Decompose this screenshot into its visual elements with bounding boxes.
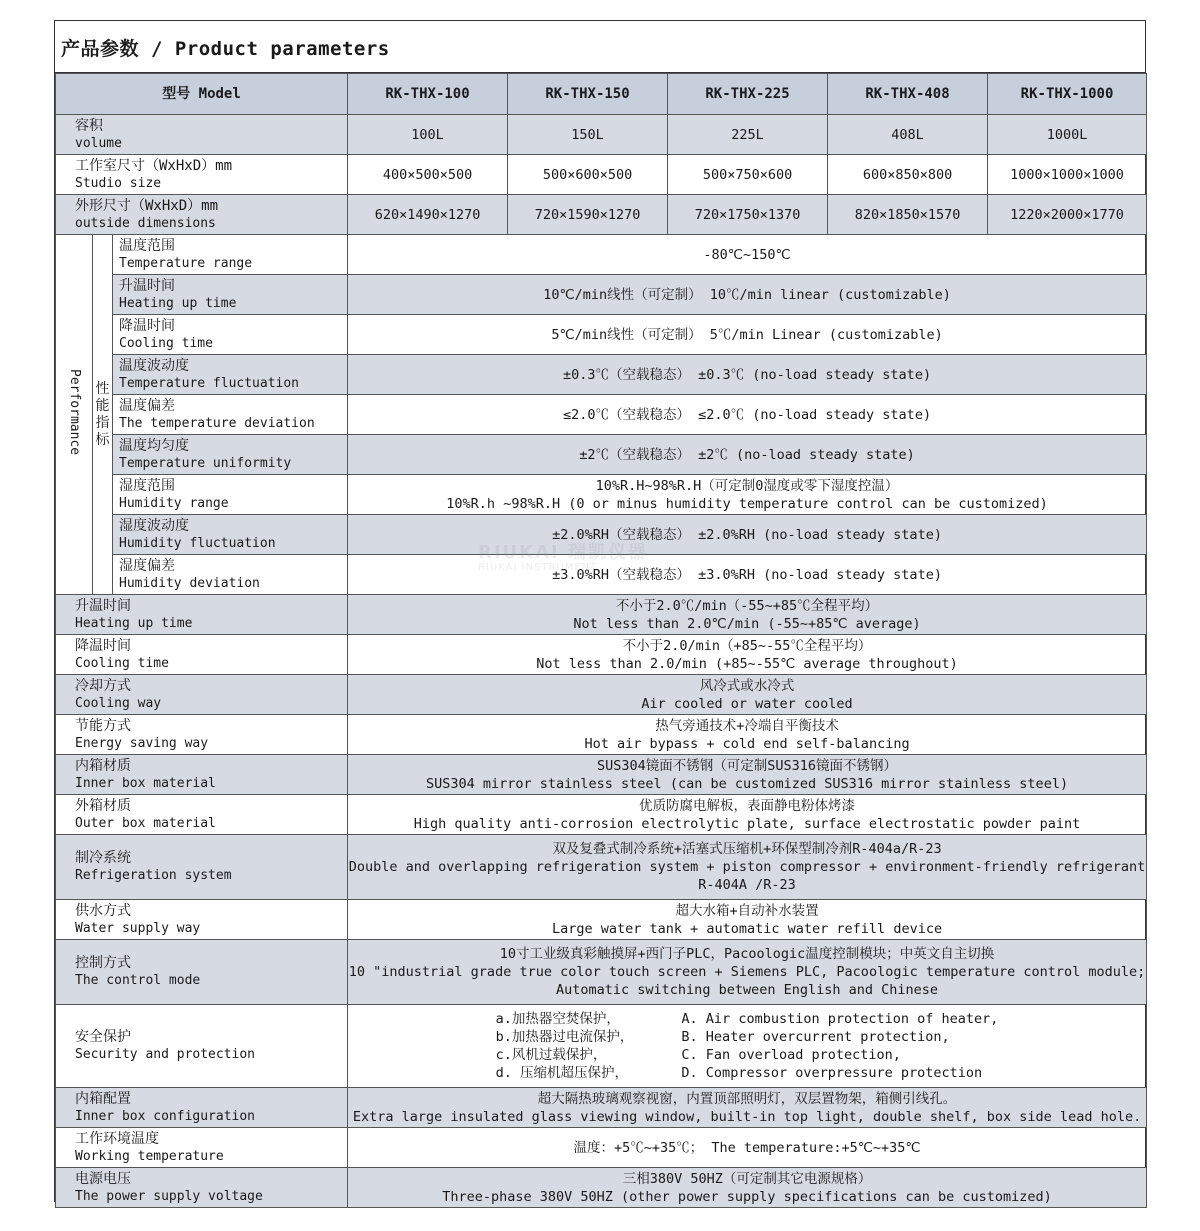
perf-row — [56, 235, 1147, 275]
value-cell: ≤2.0℃（空载稳态） ≤2.0℃ (no-load steady state) — [348, 395, 1147, 435]
value-cell: 1000L — [988, 115, 1147, 155]
perf-row — [56, 355, 1147, 395]
performance-group-label-zh: 性能指标 — [93, 235, 113, 595]
row-label: 内箱配置 Inner box configuration — [56, 1088, 348, 1128]
perf-row — [56, 275, 1147, 315]
value-cell: 双及复叠式制冷系统+活塞式压缩机+环保型制冷剂R-404a/R-23 Double and overlapping refrigeration system + piston compressor + environment-friendly refrigerant R-404A /R-23 — [348, 835, 1147, 900]
spec-row — [56, 1088, 1147, 1128]
spec-row — [56, 795, 1147, 835]
perf-row — [56, 515, 1147, 555]
spec-row — [56, 1128, 1147, 1168]
model-name: RK-THX-100 — [348, 74, 508, 115]
row-label: 冷却方式 Cooling way — [56, 675, 348, 715]
perf-row — [56, 475, 1147, 515]
value-cell: 不小于2.0/min（+85~-55℃全程平均） Not less than 2.0/min (+85~-55℃ average throughout) — [348, 635, 1147, 675]
spec-row — [56, 835, 1147, 900]
value-cell: 500×750×600 — [668, 155, 828, 195]
row-label: 控制方式 The control mode — [56, 940, 348, 1005]
perf-row — [56, 315, 1147, 355]
safety-item: a.加热器空焚保护， — [495, 1011, 620, 1027]
row-label: 湿度范围 Humidity range — [113, 475, 348, 515]
perf-row — [56, 395, 1147, 435]
safety-item: c.风机过载保护， — [495, 1047, 607, 1063]
row-label: 升温时间 Heating up time — [113, 275, 348, 315]
safety-item: d. 压缩机超压保护， — [495, 1065, 629, 1081]
spec-row — [56, 635, 1147, 675]
model-name: RK-THX-150 — [508, 74, 668, 115]
volume-row — [56, 115, 1147, 155]
spec-row — [56, 940, 1147, 1005]
row-label: 降温时间 Cooling time — [113, 315, 348, 355]
model-name: RK-THX-408 — [828, 74, 988, 115]
value-cell: 600×850×800 — [828, 155, 988, 195]
value-cell: 热气旁通技术+冷端自平衡技术 Hot air bypass + cold end self-balancing — [348, 715, 1147, 755]
row-label: 工作室尺寸（WxHxD）mm Studio size — [56, 155, 348, 195]
value-cell: 1220×2000×1770 — [988, 195, 1147, 235]
value-cell: 720×1590×1270 — [508, 195, 668, 235]
safety-item: A. Air combustion protection of heater, — [681, 1011, 999, 1027]
model-name: RK-THX-1000 — [988, 74, 1147, 115]
value-cell: 10%R.H~98%R.H（可定制0湿度或零下湿度控温） 10%R.h ~98%R.H (0 or minus humidity temperature control can be customized) — [348, 475, 1147, 515]
safety-item: C. Fan overload protection, — [681, 1047, 901, 1063]
spec-row — [56, 1168, 1147, 1208]
spec-row — [56, 900, 1147, 940]
value-cell: 超大水箱+自动补水装置 Large water tank + automatic water refill device — [348, 900, 1147, 940]
perf-row — [56, 435, 1147, 475]
value-cell: ±2℃（空载稳态） ±2℃ (no-load steady state) — [348, 435, 1147, 475]
value-cell: 720×1750×1370 — [668, 195, 828, 235]
model-name: RK-THX-225 — [668, 74, 828, 115]
row-label: 供水方式 Water supply way — [56, 900, 348, 940]
value-cell: 10寸工业级真彩触摸屏+西门子PLC，Pacoologic温度控制模块；中英文自主切换 10 "industrial grade true color touch screen + Siemens PLC, Pacoologic temperature control module; Automatic switching between English and Chinese — [348, 940, 1147, 1005]
value-cell: 优质防腐电解板，表面静电粉体烤漆 High quality anti-corrosion electrolytic plate, surface electrostatic powder paint — [348, 795, 1147, 835]
model-label: 型号 Model — [56, 74, 348, 115]
outside-dimensions-row — [56, 195, 1147, 235]
value-cell: 820×1850×1570 — [828, 195, 988, 235]
value-cell: SUS304镜面不锈钢（可定制SUS316镜面不锈钢） SUS304 mirror stainless steel (can be customized SUS316 mirror stainless steel) — [348, 755, 1147, 795]
row-label: 湿度偏差 Humidity deviation — [113, 555, 348, 595]
header-row — [56, 74, 1147, 115]
safety-item: B. Heater overcurrent protection, — [681, 1029, 950, 1045]
value-cell: ±3.0%RH（空载稳态） ±3.0%RH (no-load steady state) — [348, 555, 1147, 595]
row-label: 外形尺寸（WxHxD）mm outside dimensions — [56, 195, 348, 235]
row-label: 温度均匀度 Temperature uniformity — [113, 435, 348, 475]
row-label: 安全保护 Security and protection — [56, 1005, 348, 1088]
row-label: 工作环境温度 Working temperature — [56, 1128, 348, 1168]
value-cell: -80℃~150℃ — [348, 235, 1147, 275]
safety-item: D. Compressor overpressure protection — [681, 1065, 983, 1081]
value-cell: 温度：+5℃~+35℃； The temperature:+5℃~+35℃ — [348, 1128, 1147, 1168]
page-title: 产品参数 / Product parameters — [55, 21, 1145, 73]
row-label: 制冷系统 Refrigeration system — [56, 835, 348, 900]
row-label: 降温时间 Cooling time — [56, 635, 348, 675]
safety-row — [56, 1005, 1147, 1088]
value-cell: 408L — [828, 115, 988, 155]
value-cell: 超大隔热玻璃观察视窗，内置顶部照明灯，双层置物架，箱侧引线孔。 Extra large insulated glass viewing window, built-in top light, double shelf, box side lead hole. — [348, 1088, 1147, 1128]
row-label: 内箱材质 Inner box material — [56, 755, 348, 795]
value-cell: 10℃/min线性（可定制） 10℃/min linear (customizable) — [348, 275, 1147, 315]
studio-size-row — [56, 155, 1147, 195]
value-cell: 400×500×500 — [348, 155, 508, 195]
value-cell: 100L — [348, 115, 508, 155]
value-cell: 225L — [668, 115, 828, 155]
value-cell: 1000×1000×1000 — [988, 155, 1147, 195]
spec-row — [56, 715, 1147, 755]
value-cell: 150L — [508, 115, 668, 155]
row-label: 容积 volume — [56, 115, 348, 155]
spec-row — [56, 595, 1147, 635]
safety-cell — [348, 1005, 1147, 1088]
spec-row — [56, 675, 1147, 715]
perf-row — [56, 555, 1147, 595]
row-label: 温度偏差 The temperature deviation — [113, 395, 348, 435]
value-cell: 风冷式或水冷式 Air cooled or water cooled — [348, 675, 1147, 715]
value-cell: 500×600×500 — [508, 155, 668, 195]
row-label: 外箱材质 Outer box material — [56, 795, 348, 835]
value-cell: 三相380V 50HZ（可定制其它电源规格） Three-phase 380V 50HZ (other power supply specifications can be customized) — [348, 1168, 1147, 1208]
safety-list — [496, 1010, 999, 1082]
row-label: 湿度波动度 Humidity fluctuation — [113, 515, 348, 555]
row-label: 电源电压 The power supply voltage — [56, 1168, 348, 1208]
value-cell: 5℃/min线性（可定制） 5℃/min Linear (customizable) — [348, 315, 1147, 355]
value-cell: 620×1490×1270 — [348, 195, 508, 235]
row-label: 节能方式 Energy saving way — [56, 715, 348, 755]
row-label: 温度范围 Temperature range — [113, 235, 348, 275]
row-label: 温度波动度 Temperature fluctuation — [113, 355, 348, 395]
safety-item: b.加热器过电流保护， — [495, 1029, 634, 1045]
performance-group-label: Performance — [56, 235, 93, 595]
parameters-table — [55, 73, 1147, 1208]
value-cell: ±2.0%RH（空载稳态） ±2.0%RH (no-load steady state) — [348, 515, 1147, 555]
value-cell: 不小于2.0℃/min（-55~+85℃全程平均） Not less than 2.0℃/min (-55~+85℃ average) — [348, 595, 1147, 635]
value-cell: ±0.3℃（空载稳态） ±0.3℃ (no-load steady state) — [348, 355, 1147, 395]
row-label: 升温时间 Heating up time — [56, 595, 348, 635]
spec-row — [56, 755, 1147, 795]
parameters-sheet — [54, 20, 1146, 1205]
